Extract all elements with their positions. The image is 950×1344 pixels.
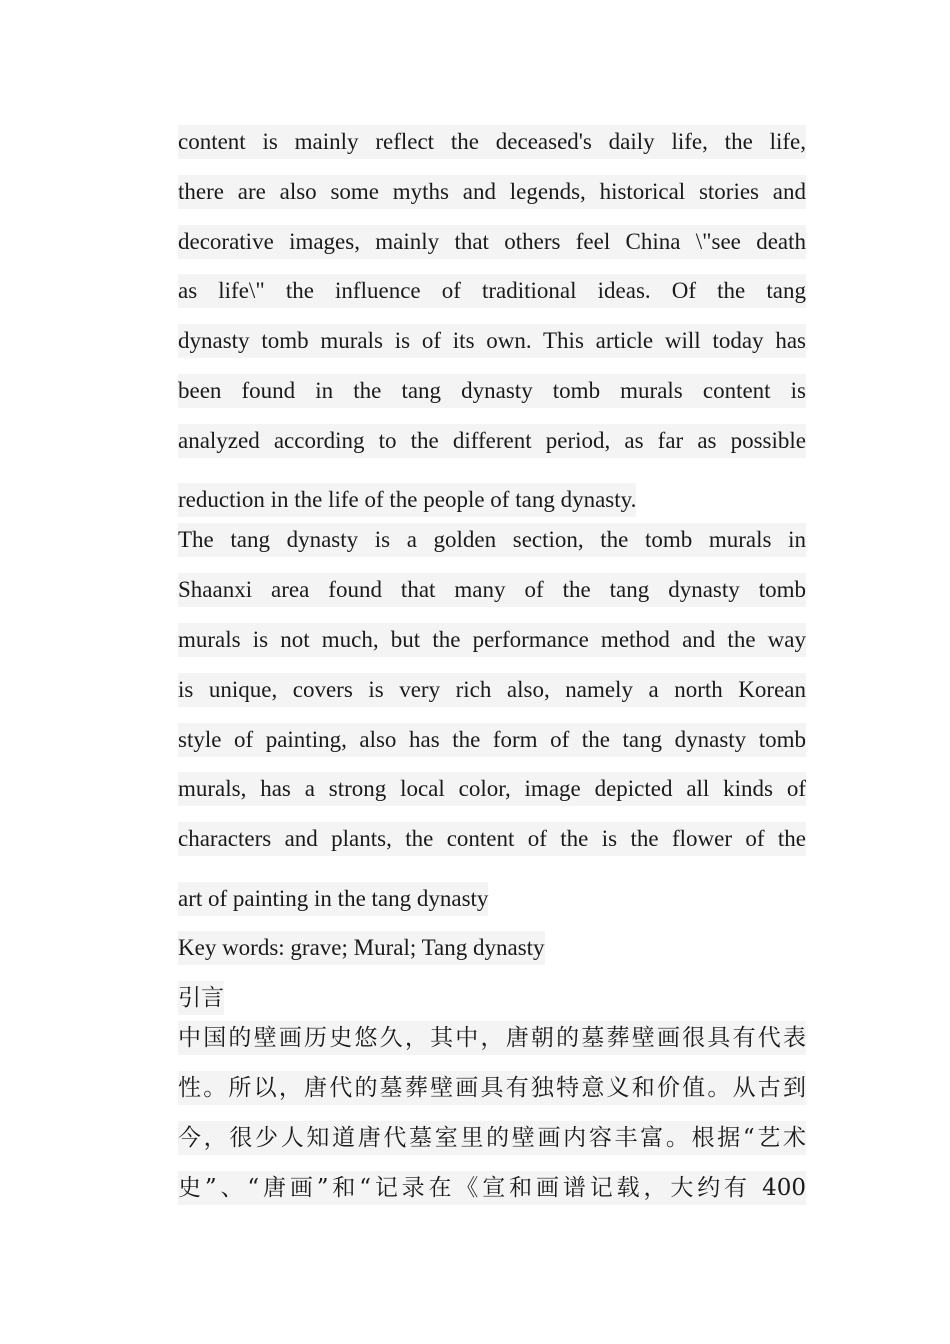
text-line xyxy=(178,822,806,872)
text-line xyxy=(178,673,806,723)
line-text: characters and plants, the content of the is the flower of the xyxy=(178,822,806,856)
line-text: analyzed according to the different period, as far as possible xyxy=(178,424,806,458)
line-text: style of painting, also has the form of the tang dynasty tomb xyxy=(178,723,806,757)
paragraph-abstract-p2 xyxy=(178,523,806,921)
paragraph-intro-p1 xyxy=(178,1021,806,1220)
text-line xyxy=(178,573,806,623)
text-line xyxy=(178,1171,806,1221)
line-text: there are also some myths and legends, historical stories and xyxy=(178,175,806,209)
line-text: dynasty tomb murals is of its own. This article will today has xyxy=(178,324,806,358)
line-text: art of painting in the tang dynasty xyxy=(178,882,488,916)
line-text: is unique, covers is very rich also, namely a north Korean xyxy=(178,673,806,707)
text-line xyxy=(178,972,806,1022)
line-text: been found in the tang dynasty tomb murals content is xyxy=(178,374,806,408)
text-line xyxy=(178,474,806,524)
line-text: 中国的壁画历史悠久，其中，唐朝的墓葬壁画很具有代表 xyxy=(178,1021,806,1055)
line-text: reduction in the life of the people of tang dynasty. xyxy=(178,483,636,517)
text-line xyxy=(178,125,806,175)
paragraph-abstract-p1 xyxy=(178,125,806,523)
text-line xyxy=(178,772,806,822)
line-text: 史”、“唐画”和“记录在《宣和画谱记载，大约有 400 xyxy=(178,1171,806,1205)
line-text: content is mainly reflect the deceased's daily life, the life, xyxy=(178,125,806,159)
text-line xyxy=(178,623,806,673)
text-line xyxy=(178,424,806,474)
line-text: Shaanxi area found that many of the tang dynasty tomb xyxy=(178,573,806,607)
line-text: 今，很少人知道唐代墓室里的壁画内容丰富。根据“艺术 xyxy=(178,1121,806,1155)
document-body xyxy=(178,125,806,1221)
text-line xyxy=(178,324,806,374)
line-text: The tang dynasty is a golden section, the tomb murals in xyxy=(178,523,806,557)
line-text: murals, has a strong local color, image depicted all kinds of xyxy=(178,772,806,806)
line-text: 引言 xyxy=(178,981,224,1015)
text-line xyxy=(178,1021,806,1071)
text-line xyxy=(178,1121,806,1171)
text-line xyxy=(178,274,806,324)
line-text: decorative images, mainly that others feel China \"see death xyxy=(178,225,806,259)
line-text: Key words: grave; Mural; Tang dynasty xyxy=(178,931,545,965)
line-text: 性。所以，唐代的墓葬壁画具有独特意义和价值。从古到 xyxy=(178,1071,806,1105)
text-line xyxy=(178,175,806,225)
text-line xyxy=(178,922,806,972)
text-line xyxy=(178,1071,806,1121)
line-text: murals is not much, but the performance method and the way xyxy=(178,623,806,657)
text-line xyxy=(178,872,806,922)
text-line xyxy=(178,225,806,275)
paragraph-keywords xyxy=(178,922,806,972)
paragraph-intro-heading xyxy=(178,972,806,1022)
text-line xyxy=(178,723,806,773)
text-line xyxy=(178,523,806,573)
text-line xyxy=(178,374,806,424)
line-text: as life\" the influence of traditional ideas. Of the tang xyxy=(178,274,806,308)
